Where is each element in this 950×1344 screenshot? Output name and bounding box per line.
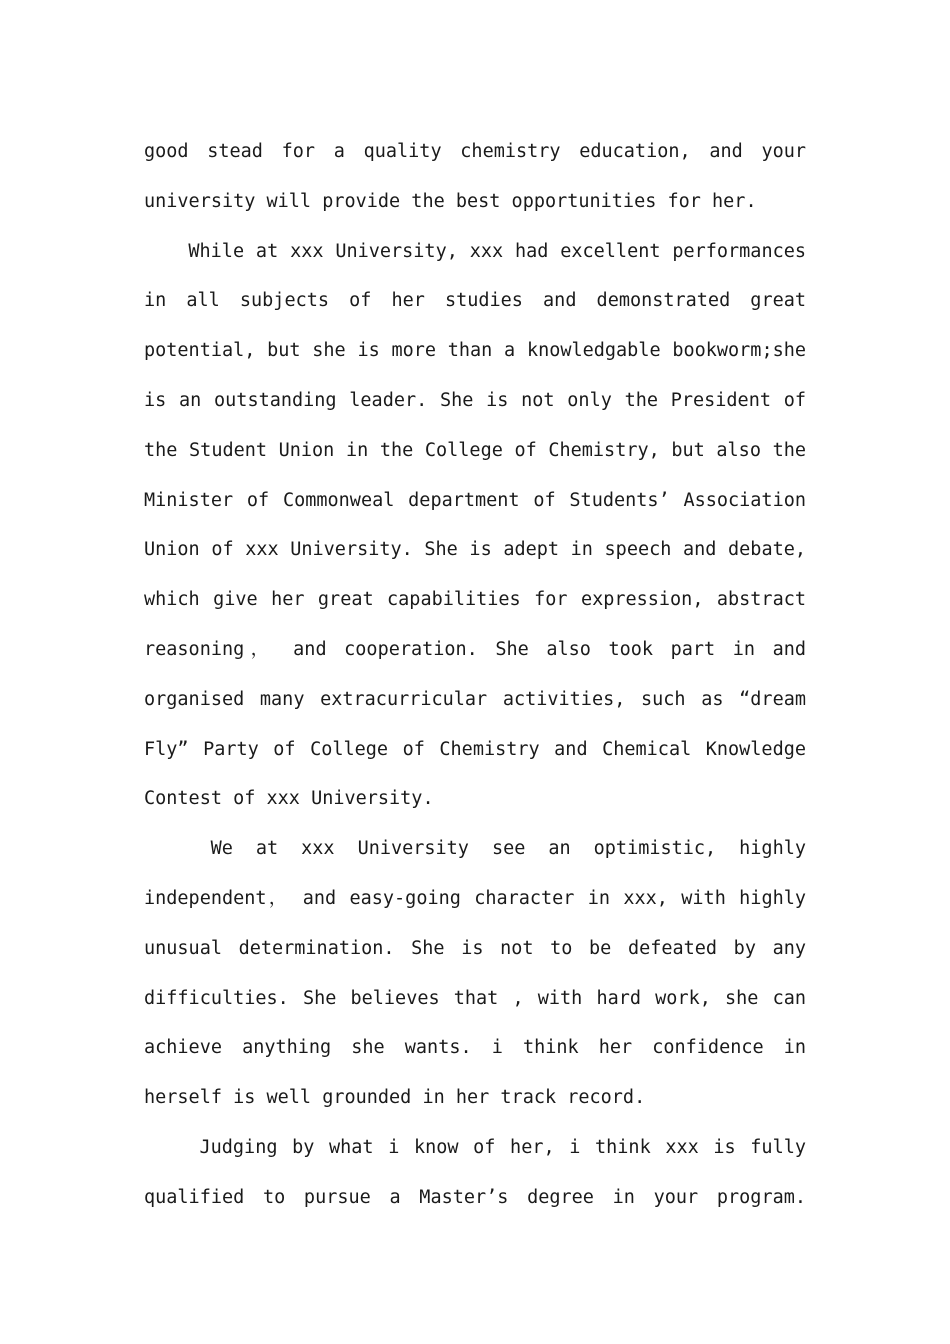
text-line: university will provide the best opportunities for her. (144, 190, 757, 212)
text-line: difficulties. She believes that , with hard work, she can (144, 987, 806, 1009)
text-line: unusual determination. She is not to be defeated by any (144, 937, 806, 959)
text-line: is an outstanding leader. She is not only the President of (144, 389, 806, 411)
text-line: in all subjects of her studies and demonstrated great (144, 290, 806, 312)
text-line: good stead for a quality chemistry education, and your (144, 141, 806, 162)
text-line: organised many extracurricular activities, such as “dream (144, 688, 806, 710)
text-line: achieve anything she wants. i think her confidence in (144, 1037, 806, 1059)
text-line: the Student Union in the College of Chemistry, but also the (144, 439, 806, 461)
text-line: Minister of Commonweal department of Students’ Association (144, 489, 806, 511)
text-line: reasoning， and cooperation. She also took part in and (144, 638, 806, 660)
text-line: independent， and easy-going character in xxx, with highly (144, 887, 806, 909)
text-line: potential, but she is more than a knowledgable bookworm;she (144, 340, 806, 362)
text-line: which give her great capabilities for expression, abstract (144, 589, 806, 611)
text-line: While at xxx University, xxx had excellent performances (188, 240, 806, 262)
text-line: Contest of xxx University. (144, 788, 434, 810)
text-line: Fly” Party of College of Chemistry and Chemical Knowledge (144, 738, 806, 760)
letter-body (144, 127, 806, 1223)
text-line: We at xxx University see an optimistic, highly (210, 838, 806, 860)
text-line: Judging by what i know of her, i think xxx is fully (199, 1136, 806, 1158)
text-line: qualified to pursue a Master’s degree in your program. (144, 1186, 806, 1208)
text-line: Union of xxx University. She is adept in speech and debate, (144, 539, 806, 561)
text-line: herself is well grounded in her track record. (144, 1087, 646, 1109)
